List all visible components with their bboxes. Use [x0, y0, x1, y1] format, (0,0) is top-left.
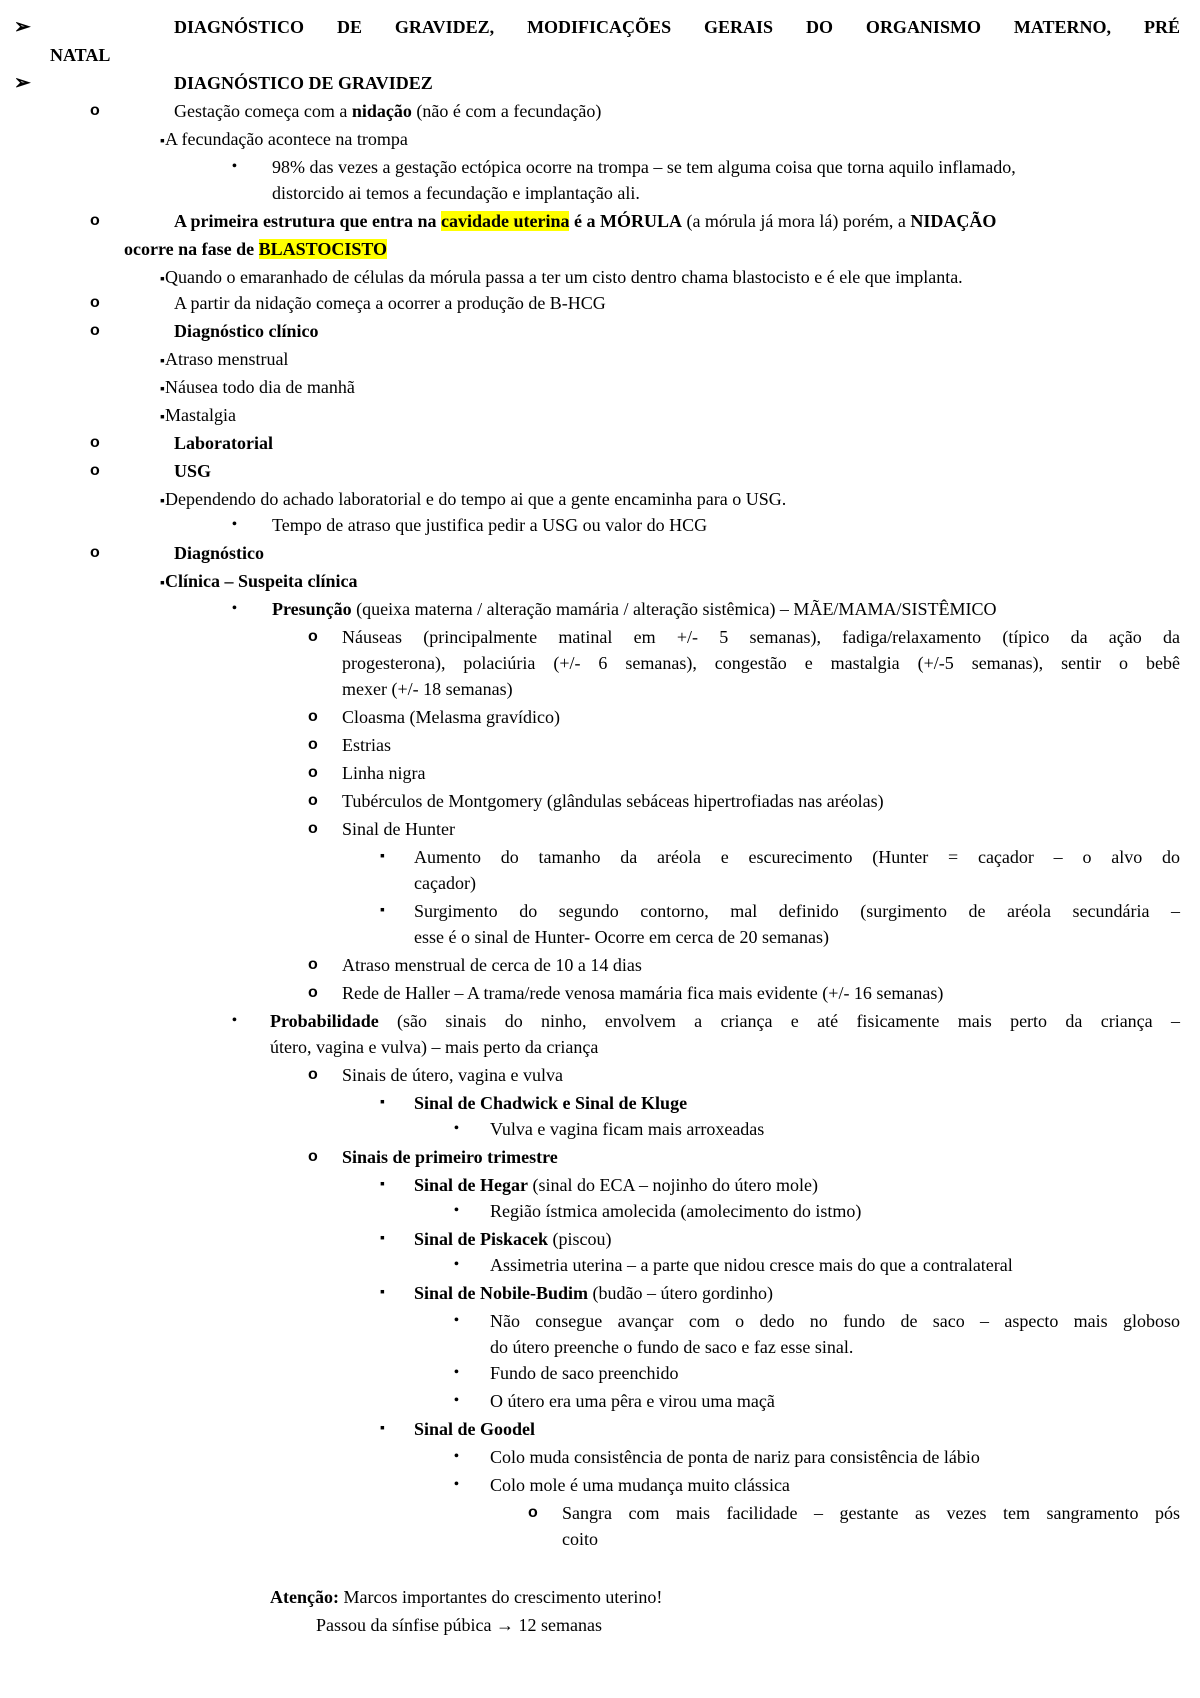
- list-item: ▪Quando o emaranhado de células da mórula passa a ter um cisto dentro chama blastocisto e é ele que implanta.: [160, 267, 963, 287]
- dot-bullet: •: [232, 159, 237, 174]
- o-bullet: o: [90, 434, 100, 451]
- arrow-bullet: ➢: [14, 72, 31, 94]
- text-line: Sinal de Goodel: [414, 1419, 536, 1439]
- o-bullet: o: [308, 984, 318, 1001]
- o-bullet: o: [308, 820, 318, 837]
- o-bullet: o: [90, 212, 100, 229]
- text-line: O útero era uma pêra e virou uma maçã: [490, 1391, 775, 1411]
- text-line: distorcido ai temos a fecundação e implantação ali.: [272, 183, 640, 203]
- text-line: Sinal de Nobile-Budim (budão – útero gordinho): [414, 1283, 774, 1303]
- text-line: 98% das vezes a gestação ectópica ocorre na trompa – se tem alguma coisa que torna aquilo inflamado,: [272, 157, 1016, 177]
- list-item: ▪Mastalgia: [160, 405, 236, 425]
- text-line: Não consegue avançar com o dedo no fundo de saco – aspecto mais globoso: [490, 1311, 1180, 1331]
- section-heading: DIAGNÓSTICO DE GRAVIDEZ: [174, 73, 433, 93]
- text-line: Assimetria uterina – a parte que nidou cresce mais do que a contralateral: [490, 1255, 1013, 1275]
- text-line: Aumento do tamanho da aréola e escurecimento (Hunter = caçador – o alvo do: [414, 847, 1180, 867]
- o-bullet: o: [308, 792, 318, 809]
- dot-bullet: •: [454, 1121, 459, 1136]
- text-line: caçador): [414, 873, 476, 893]
- o-bullet: o: [308, 736, 318, 753]
- text-line: Rede de Haller – A trama/rede venosa mamária fica mais evidente (+/- 16 semanas): [342, 983, 944, 1003]
- square-bullet: ▪: [380, 903, 385, 918]
- text-line: Presunção (queixa materna / alteração mamária / alteração sistêmica) – MÃE/MAMA/SISTÊMICO: [272, 599, 997, 619]
- text-line: Fundo de saco preenchido: [490, 1363, 679, 1383]
- dot-bullet: •: [454, 1257, 459, 1272]
- text-line: útero, vagina e vulva) – mais perto da criança: [270, 1037, 599, 1057]
- o-bullet: o: [308, 956, 318, 973]
- text-line: Sinal de Hegar (sinal do ECA – nojinho do útero mole): [414, 1175, 818, 1195]
- square-bullet: ▪: [380, 849, 385, 864]
- dot-bullet: •: [454, 1477, 459, 1492]
- text-line: Região ístmica amolecida (amolecimento do istmo): [490, 1201, 862, 1221]
- text-line: Sinal de Chadwick e Sinal de Kluge: [414, 1093, 688, 1113]
- text-line: Náuseas (principalmente matinal em +/- 5 semanas), fadiga/relaxamento (típico da ação da: [342, 627, 1180, 647]
- doc-title-line2: NATAL: [50, 45, 111, 65]
- list-item: ▪Atraso menstrual: [160, 349, 289, 369]
- dot-bullet: •: [454, 1203, 459, 1218]
- list-item: ▪A fecundação acontece na trompa: [160, 129, 408, 149]
- text-line: progesterona), polaciúria (+/- 6 semanas), congestão e mastalgia (+/-5 semanas), sentir o bebê: [342, 653, 1180, 673]
- o-bullet: o: [90, 462, 100, 479]
- o-bullet: o: [528, 1504, 538, 1521]
- text-line: Gestação começa com a nidação (não é com a fecundação): [174, 101, 602, 121]
- text-line: A primeira estrutura que entra na cavidade uterina é a MÓRULA (a mórula já mora lá) porém, a NIDAÇÃO: [174, 211, 997, 231]
- text-line: esse é o sinal de Hunter- Ocorre em cerca de 20 semanas): [414, 927, 829, 947]
- square-bullet: ▪: [380, 1177, 385, 1192]
- square-bullet: ▪: [380, 1421, 385, 1436]
- o-bullet: o: [308, 628, 318, 645]
- dot-bullet: •: [232, 517, 237, 532]
- square-bullet: ▪: [380, 1285, 385, 1300]
- text-line: Sangra com mais facilidade – gestante as vezes tem sangramento pós: [562, 1503, 1180, 1523]
- attention-item: Passou da sínfise púbica → 12 semanas: [316, 1615, 602, 1635]
- list-item: ▪Náusea todo dia de manhã: [160, 377, 355, 397]
- text-line: Probabilidade (são sinais do ninho, envolvem a criança e até fisicamente mais perto da criança –: [270, 1011, 1180, 1031]
- dot-bullet: •: [454, 1393, 459, 1408]
- doc-title-line1: DIAGNÓSTICO DE GRAVIDEZ, MODIFICAÇÕES GERAIS DO ORGANISMO MATERNO, PRÉ: [174, 17, 1180, 37]
- o-bullet: o: [308, 708, 318, 725]
- o-bullet: o: [90, 102, 100, 119]
- text-line: Vulva e vagina ficam mais arroxeadas: [490, 1119, 765, 1139]
- o-bullet: o: [308, 1148, 318, 1165]
- o-bullet: o: [90, 294, 100, 311]
- dot-bullet: •: [232, 1013, 237, 1028]
- subheading: Laboratorial: [174, 433, 273, 453]
- dot-bullet: •: [454, 1365, 459, 1380]
- o-bullet: o: [308, 1066, 318, 1083]
- text-line: Surgimento do segundo contorno, mal definido (surgimento de aréola secundária –: [414, 901, 1180, 921]
- square-bullet: ▪: [380, 1095, 385, 1110]
- dot-bullet: •: [232, 601, 237, 616]
- arrow-bullet: ➢: [14, 16, 31, 38]
- dot-bullet: •: [454, 1313, 459, 1328]
- text-line: mexer (+/- 18 semanas): [342, 679, 513, 699]
- square-bullet: ▪: [380, 1231, 385, 1246]
- text-line: Sinal de Piskacek (piscou): [414, 1229, 612, 1249]
- text-line: A partir da nidação começa a ocorrer a produção de B-HCG: [174, 293, 606, 313]
- text-line: coito: [562, 1529, 598, 1549]
- list-item: ▪Dependendo do achado laboratorial e do tempo ai que a gente encaminha para o USG.: [160, 489, 787, 509]
- text-line: Sinais de útero, vagina e vulva: [342, 1065, 563, 1085]
- o-bullet: o: [90, 544, 100, 561]
- attention-note: Atenção: Marcos importantes do crescimento uterino!: [270, 1587, 663, 1607]
- text-line: Cloasma (Melasma gravídico): [342, 707, 560, 727]
- subheading: Diagnóstico clínico: [174, 321, 319, 341]
- subheading: USG: [174, 461, 212, 481]
- text-line: do útero preenche o fundo de saco e faz esse sinal.: [490, 1337, 854, 1357]
- text-line: Tubérculos de Montgomery (glândulas sebáceas hipertrofiadas nas aréolas): [342, 791, 884, 811]
- list-item: ▪Clínica – Suspeita clínica: [160, 571, 358, 591]
- text-line: Tempo de atraso que justifica pedir a USG ou valor do HCG: [272, 515, 708, 535]
- text-line: Atraso menstrual de cerca de 10 a 14 dias: [342, 955, 642, 975]
- text-line: Linha nigra: [342, 763, 426, 783]
- text-line: Colo muda consistência de ponta de nariz para consistência de lábio: [490, 1447, 980, 1467]
- text-line: Colo mole é uma mudança muito clássica: [490, 1475, 790, 1495]
- text-line: Estrias: [342, 735, 391, 755]
- o-bullet: o: [308, 764, 318, 781]
- dot-bullet: •: [454, 1449, 459, 1464]
- text-line: Sinal de Hunter: [342, 819, 455, 839]
- text-line: Sinais de primeiro trimestre: [342, 1147, 558, 1167]
- o-bullet: o: [90, 322, 100, 339]
- subheading: Diagnóstico: [174, 543, 264, 563]
- text-line: ocorre na fase de BLASTOCISTO: [124, 239, 388, 259]
